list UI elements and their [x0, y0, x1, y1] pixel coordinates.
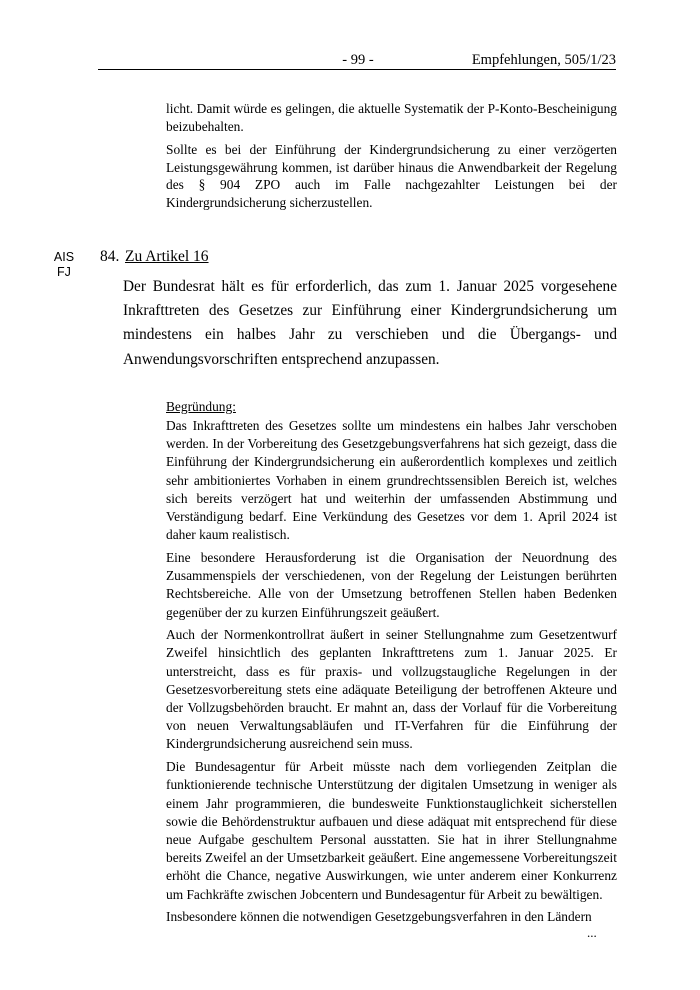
- document-reference: Empfehlungen, 505/1/23: [471, 52, 616, 68]
- continuation-paragraph: Sollte es bei der Einführung der Kindergrundsicherung zu einer verzögerten Leistungsgewährung kommen, ist darüber hinaus die Anwendbarkeit der Regelung des § 904 ZPO auch im Falle nachgezahlter Leistungen bei der Kindergrundsicherung sicherzustellen.: [166, 142, 617, 210]
- page-number: - 99 -: [342, 52, 374, 68]
- continuation-marker: ...: [587, 925, 597, 940]
- header-rule: [98, 69, 616, 70]
- committee-label-ais: AIS: [53, 250, 75, 264]
- item-number: 84.: [100, 248, 120, 265]
- reasoning-paragraph: Eine besondere Herausforderung ist die Organisation der Neuordnung des Zusammenspiels der verschiedenen, von der Regelung der Leistungen berührten Rechtsbereiche. Alle von der Umsetzung betroffenen Stellen haben Bedenken gegenüber der zu kurzen Einführungszeit geäußert.: [166, 549, 617, 620]
- reasoning-paragraph: Insbesondere können die notwendigen Gesetzgebungsverfahren in den Ländern: [166, 909, 592, 925]
- reasoning-text: [166, 417, 617, 931]
- continuation-text: [166, 100, 617, 218]
- item-title: Zu Artikel 16: [125, 248, 209, 265]
- reasoning-paragraph: Auch der Normenkontrollrat äußert in seiner Stellungnahme zum Gesetzentwurf Zweifel hinsichtlich des geplanten Inkrafttretens zum 1. Januar 2025. Er unterstreicht, dass es für praxis- und vollzugstaugliche Regelungen in der Gesetzesvorbereitung stets eine adäquate Beteiligung der betroffenen Akteure und der Vollzugsbehörden braucht. Er mahnt an, dass der Vorlauf für die Vorbereitung von neuen Verwaltungsabläufen und IT-Verfahren für die Einführung der Kindergrundsicherung ausreichend sein muss.: [166, 627, 617, 752]
- continuation-paragraph: licht. Damit würde es gelingen, die aktuelle Systematik der P-Konto-Bescheinigung beizubehalten.: [166, 101, 617, 134]
- recommendation-text: Der Bundesrat hält es für erforderlich, das zum 1. Januar 2025 vorgesehene Inkrafttreten des Gesetzes zur Einführung einer Kindergrundsicherung um mindestens ein halbes Jahr zu verschieben und die Übergangs- und Anwendungsvorschriften entsprechend anzupassen.: [123, 278, 617, 368]
- page-header: [98, 52, 618, 70]
- reasoning-paragraph: Das Inkrafttreten des Gesetzes sollte um mindestens ein halbes Jahr verschoben werden. In der Vorbereitung des Gesetzgebungsverfahrens hat sich gezeigt, dass die Einführung der Kindergrundsicherung ein außerordentlich komplexes und zeitlich sehr ambitioniertes Vorhaben in einem grundrechtssensiblen Bereich ist, welches sich bereits verzögert hat und weiterhin der umfassenden Abstimmung und Verständigung bedarf. Eine Verkündung des Gesetzes vor dem 1. April 2024 ist daher kaum realistisch.: [166, 418, 617, 543]
- committee-label-fj: FJ: [57, 265, 71, 279]
- reasoning-paragraph: Die Bundesagentur für Arbeit müsste nach dem vorliegenden Zeitplan die funktionierende technische Unterstützung der digitalen Umsetzung in weniger als einem Jahr programmieren, die bundesweite Funktionstauglichkeit sicherstellen sowie die Behördenstruktur aufbauen und diese adäquat mit entsprechend für diese neue Aufgabe geschultem Personal ausstatten. Sie hat in ihrer Stellungnahme bereits Zweifel an der Umsetzbarkeit geäußert. Eine angemessene Vorbereitungszeit erhöht die Chance, negative Auswirkungen, wie unter anderem einer Konkurrenz um Fachkräfte zwischen Jobcentern und Bundesagentur für Arbeit zu bewältigen.: [166, 759, 617, 902]
- reasoning-heading: Begründung:: [166, 399, 236, 414]
